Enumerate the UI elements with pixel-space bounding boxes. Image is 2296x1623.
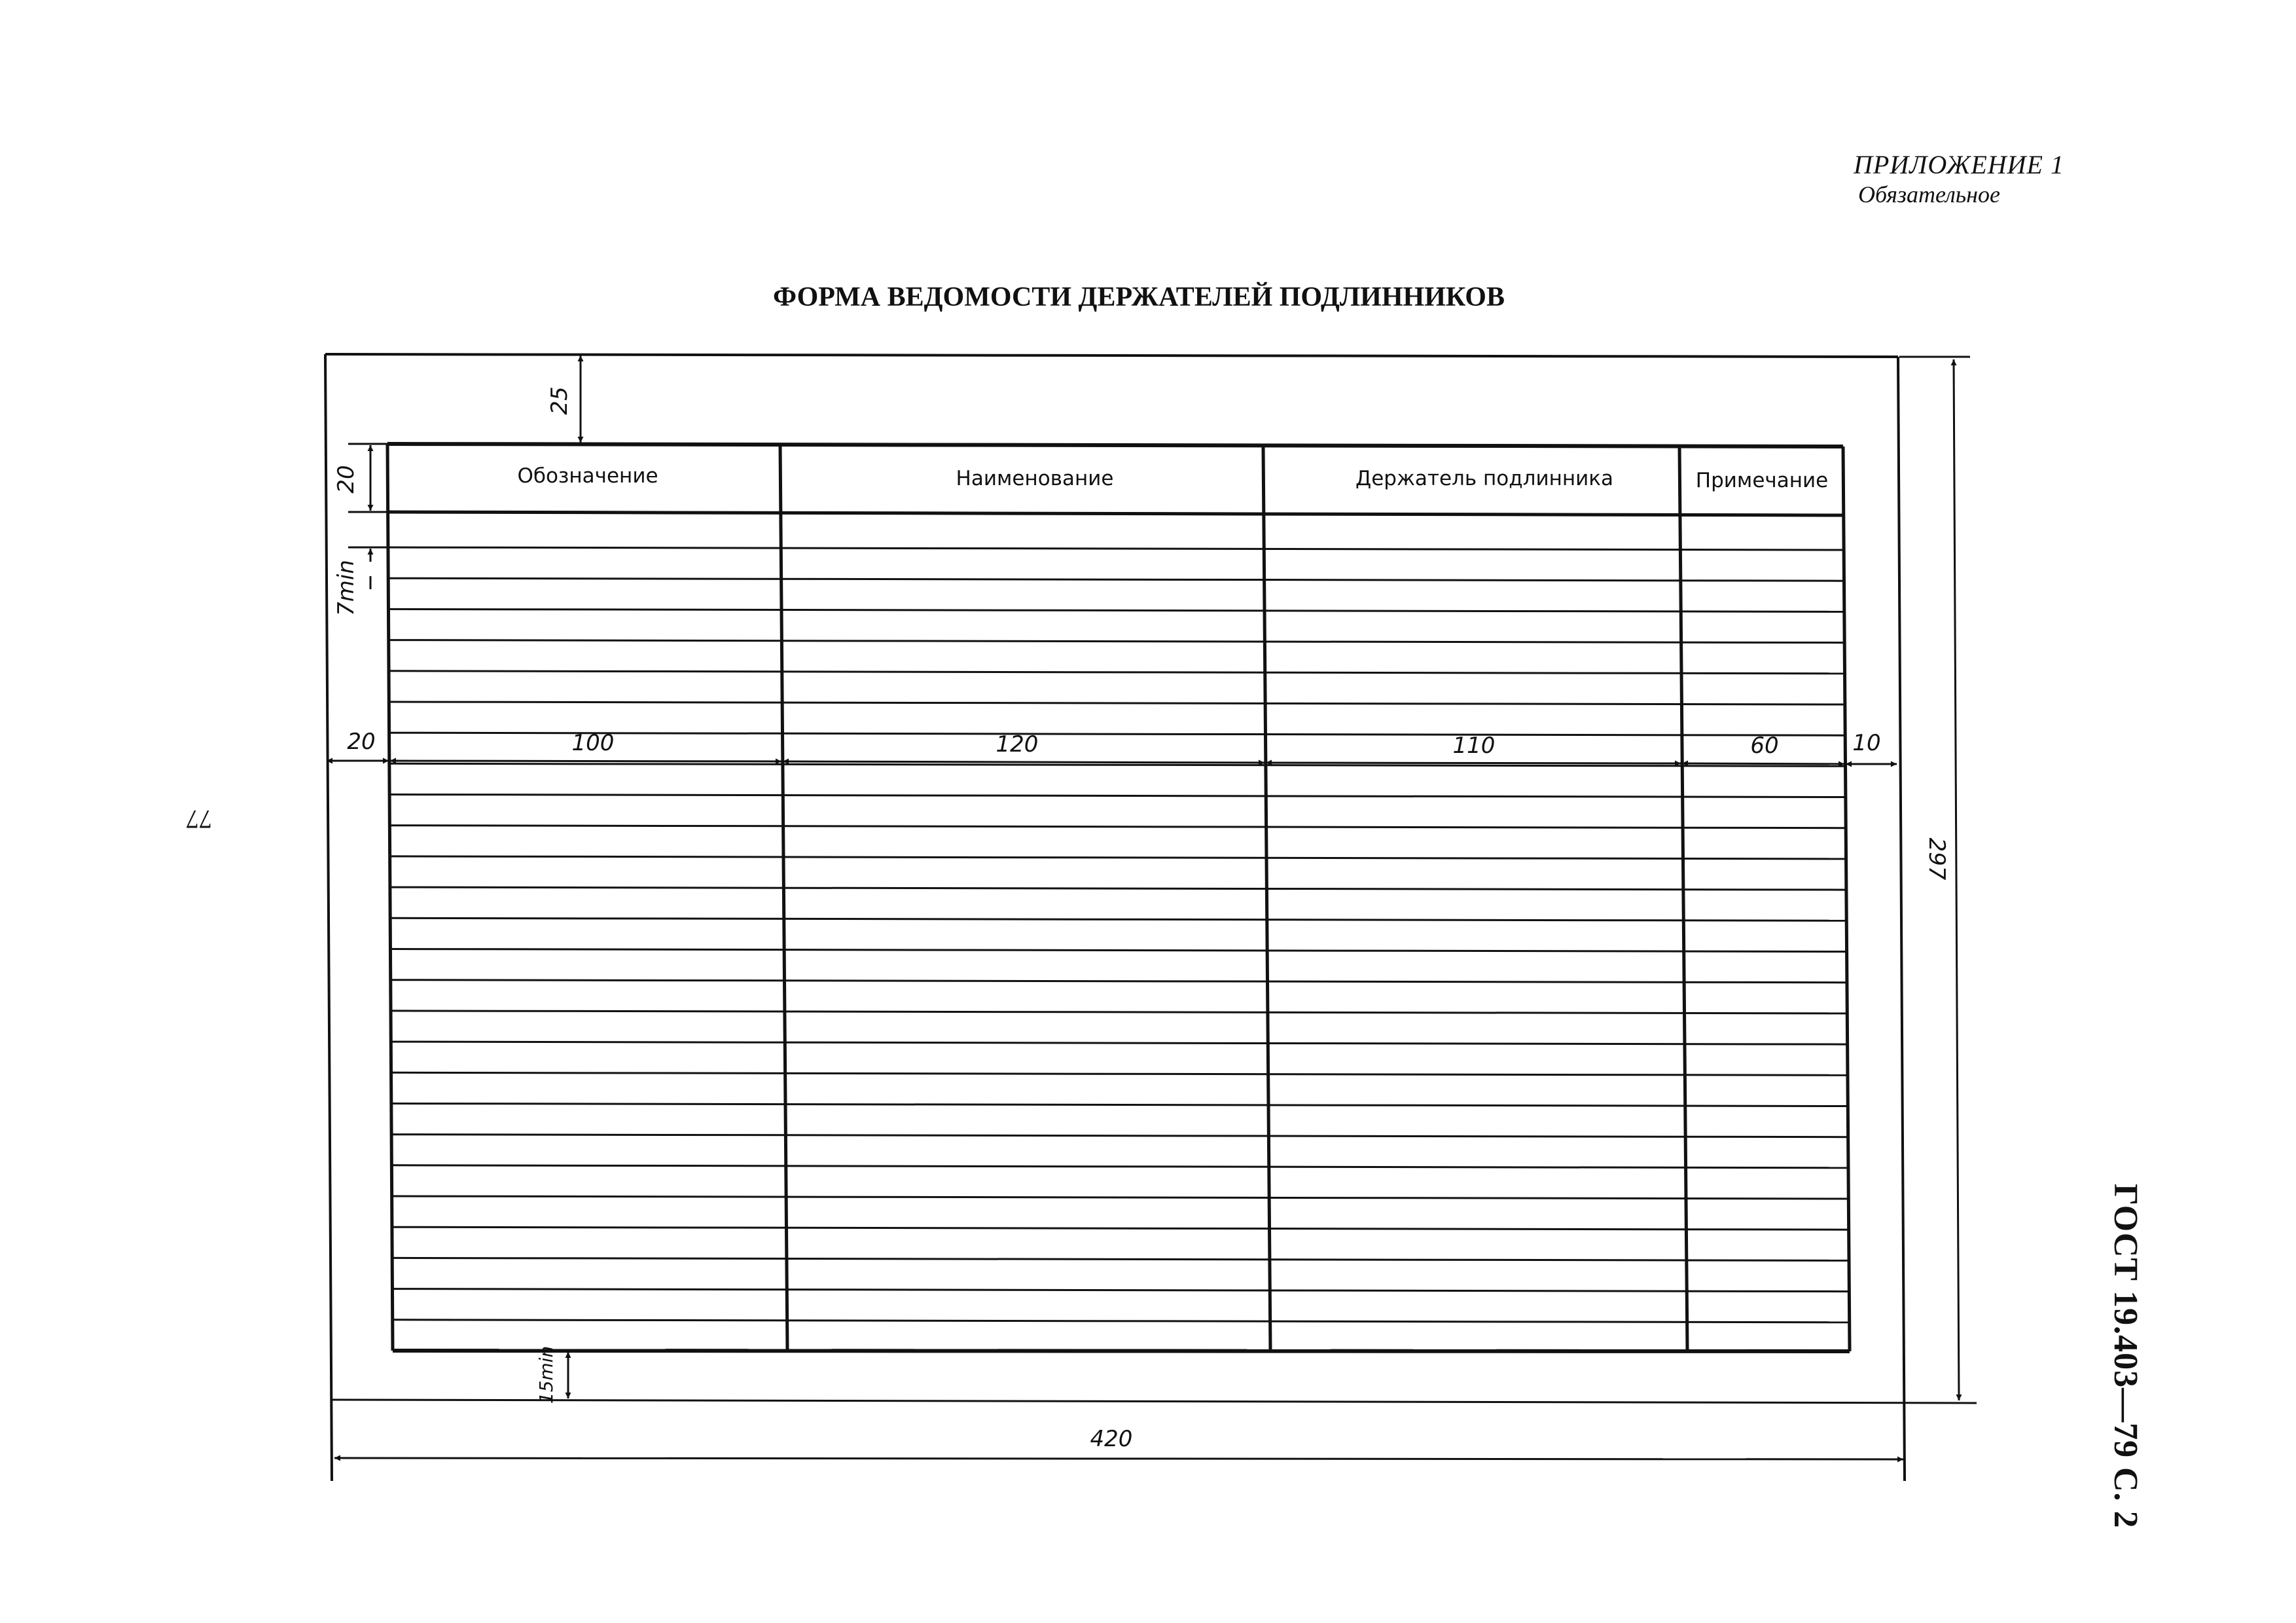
table-row-line [389,640,1845,643]
table-row-line [390,856,1846,859]
header-designation: Обозначение [517,464,658,488]
table-row-line [391,1135,1848,1137]
dim-label-col4: 60 [1750,733,1779,759]
table-row-line [393,1289,1850,1292]
dim-label-sheet-height: 297 [1924,837,1950,881]
table-row-line [388,547,1844,550]
dim-sheet-width [332,1458,1903,1481]
table-row-line [391,1011,1847,1013]
dim-label-right-margin: 10 [1852,730,1881,756]
dim-label-col3: 110 [1452,733,1496,759]
table-row-line [388,578,1844,581]
table-row-line [391,1165,1848,1168]
dim-label-col1: 100 [571,730,615,756]
appendix-subtitle: Обязательное [1858,181,2000,208]
standard-reference: ГОСТ 19.403—79 С. 2 [2107,1184,2144,1529]
dim-label-left-margin: 20 [347,729,376,755]
table-row-line [391,980,1847,983]
dim-label-header-height: 20 [333,465,359,494]
dim-label-sheet-width: 420 [1090,1426,1133,1452]
header-holder: Держатель подлинника [1355,467,1613,490]
table-row-line [389,609,1844,611]
table-row-line [393,1320,1850,1322]
appendix-title: ПРИЛОЖЕНИЕ 1 [1854,150,2064,179]
table-row-line [389,826,1846,828]
header-name: Наименование [956,467,1114,490]
dim-label-bottom-margin: 15min [535,1345,557,1404]
table-row-line [391,949,1847,952]
table-row-line [392,1196,1849,1199]
dim-label-row-height: 7min [333,560,359,616]
table-rows [388,547,1850,1322]
table-row-line [392,1258,1849,1260]
table-row-line [390,887,1846,890]
dim-label-col2: 120 [996,731,1039,757]
table-header [517,464,1828,492]
table-row-line [392,1227,1849,1230]
dim-label-top-margin: 25 [547,386,573,415]
table-row-line [391,1042,1847,1044]
page-number: 77 [186,805,212,834]
table-row-line [389,702,1845,704]
form-title: ФОРМА ВЕДОМОСТИ ДЕРЖАТЕЛЕЙ ПОДЛИННИКОВ [773,282,1505,312]
table-row-line [389,671,1845,674]
table-row-line [389,795,1846,797]
table-row-line [390,918,1846,921]
table-row-line [391,1072,1848,1075]
header-note: Примечание [1695,469,1829,492]
table-row-line [391,1104,1848,1106]
